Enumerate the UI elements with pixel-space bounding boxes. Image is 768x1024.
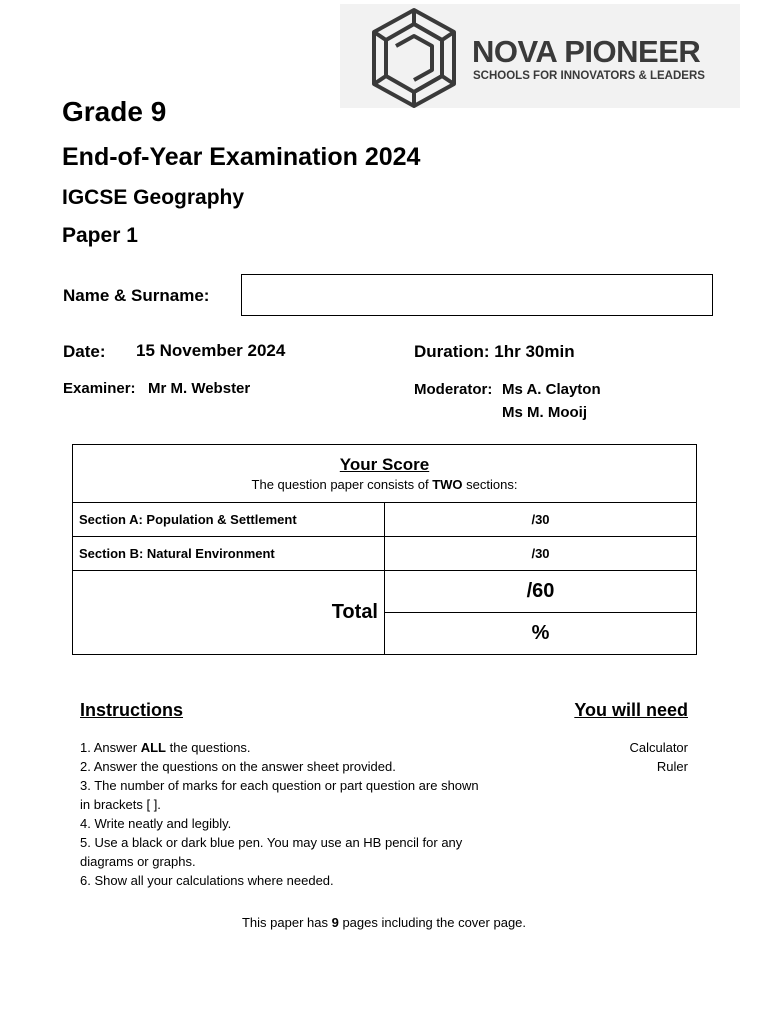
subject-heading: IGCSE Geography xyxy=(62,186,245,209)
moderator-name-1: Ms A. Clayton xyxy=(502,381,601,398)
date-value: 15 November 2024 xyxy=(136,341,286,360)
list-item: Calculator xyxy=(629,740,688,755)
name-label: Name & Surname: xyxy=(63,286,210,305)
score-table xyxy=(72,444,697,655)
score-title: Your Score xyxy=(339,455,430,474)
instructions-list xyxy=(80,738,480,890)
nova-pioneer-logo-icon xyxy=(366,6,462,110)
name-surname-field[interactable] xyxy=(241,274,713,316)
list-item: 5. Use a black or dark blue pen. You may use an HB pencil for any diagrams or graphs. xyxy=(80,835,463,869)
section-a-label: Section A: Population & Settlement xyxy=(73,503,385,537)
logo-title: NOVA PIONEER xyxy=(472,34,701,69)
examiner-value: Mr M. Webster xyxy=(148,380,251,397)
table-row xyxy=(73,571,697,613)
table-row xyxy=(73,537,697,571)
list-item: 3. The number of marks for each question or part question are shown in brackets [ ]. xyxy=(80,778,479,812)
total-percent[interactable]: % xyxy=(385,613,697,655)
table-row xyxy=(73,503,697,537)
needs-list xyxy=(629,738,688,776)
list-item: 1. Answer ALL the questions. xyxy=(80,740,251,755)
duration-text: Duration: 1hr 30min xyxy=(414,342,575,361)
section-b-label: Section B: Natural Environment xyxy=(73,537,385,571)
examiner-label: Examiner: xyxy=(63,380,136,397)
total-mark[interactable]: /60 xyxy=(385,571,697,613)
instructions-heading: Instructions xyxy=(80,700,184,720)
list-item: 4. Write neatly and legibly. xyxy=(80,816,232,831)
moderator-name-2: Ms M. Mooij xyxy=(502,404,587,421)
logo-subtitle: SCHOOLS FOR INNOVATORS & LEADERS xyxy=(473,70,705,82)
section-a-mark[interactable]: /30 xyxy=(385,503,697,537)
total-label: Total xyxy=(73,571,385,655)
page-count-note: This paper has 9 pages including the cover page. xyxy=(241,915,527,930)
moderator-label: Moderator: xyxy=(414,381,493,398)
paper-heading: Paper 1 xyxy=(62,224,138,247)
list-item: 2. Answer the questions on the answer sheet provided. xyxy=(80,759,396,774)
section-b-mark[interactable]: /30 xyxy=(385,537,697,571)
date-label: Date: xyxy=(63,342,106,361)
list-item: Ruler xyxy=(656,759,688,774)
exam-heading: End-of-Year Examination 2024 xyxy=(62,143,421,171)
grade-heading: Grade 9 xyxy=(62,96,167,127)
you-will-need-heading: You will need xyxy=(574,700,688,720)
score-header-cell xyxy=(73,445,697,503)
list-item: 6. Show all your calculations where needed. xyxy=(80,873,334,888)
score-description: The question paper consists of TWO sections: xyxy=(251,477,518,492)
